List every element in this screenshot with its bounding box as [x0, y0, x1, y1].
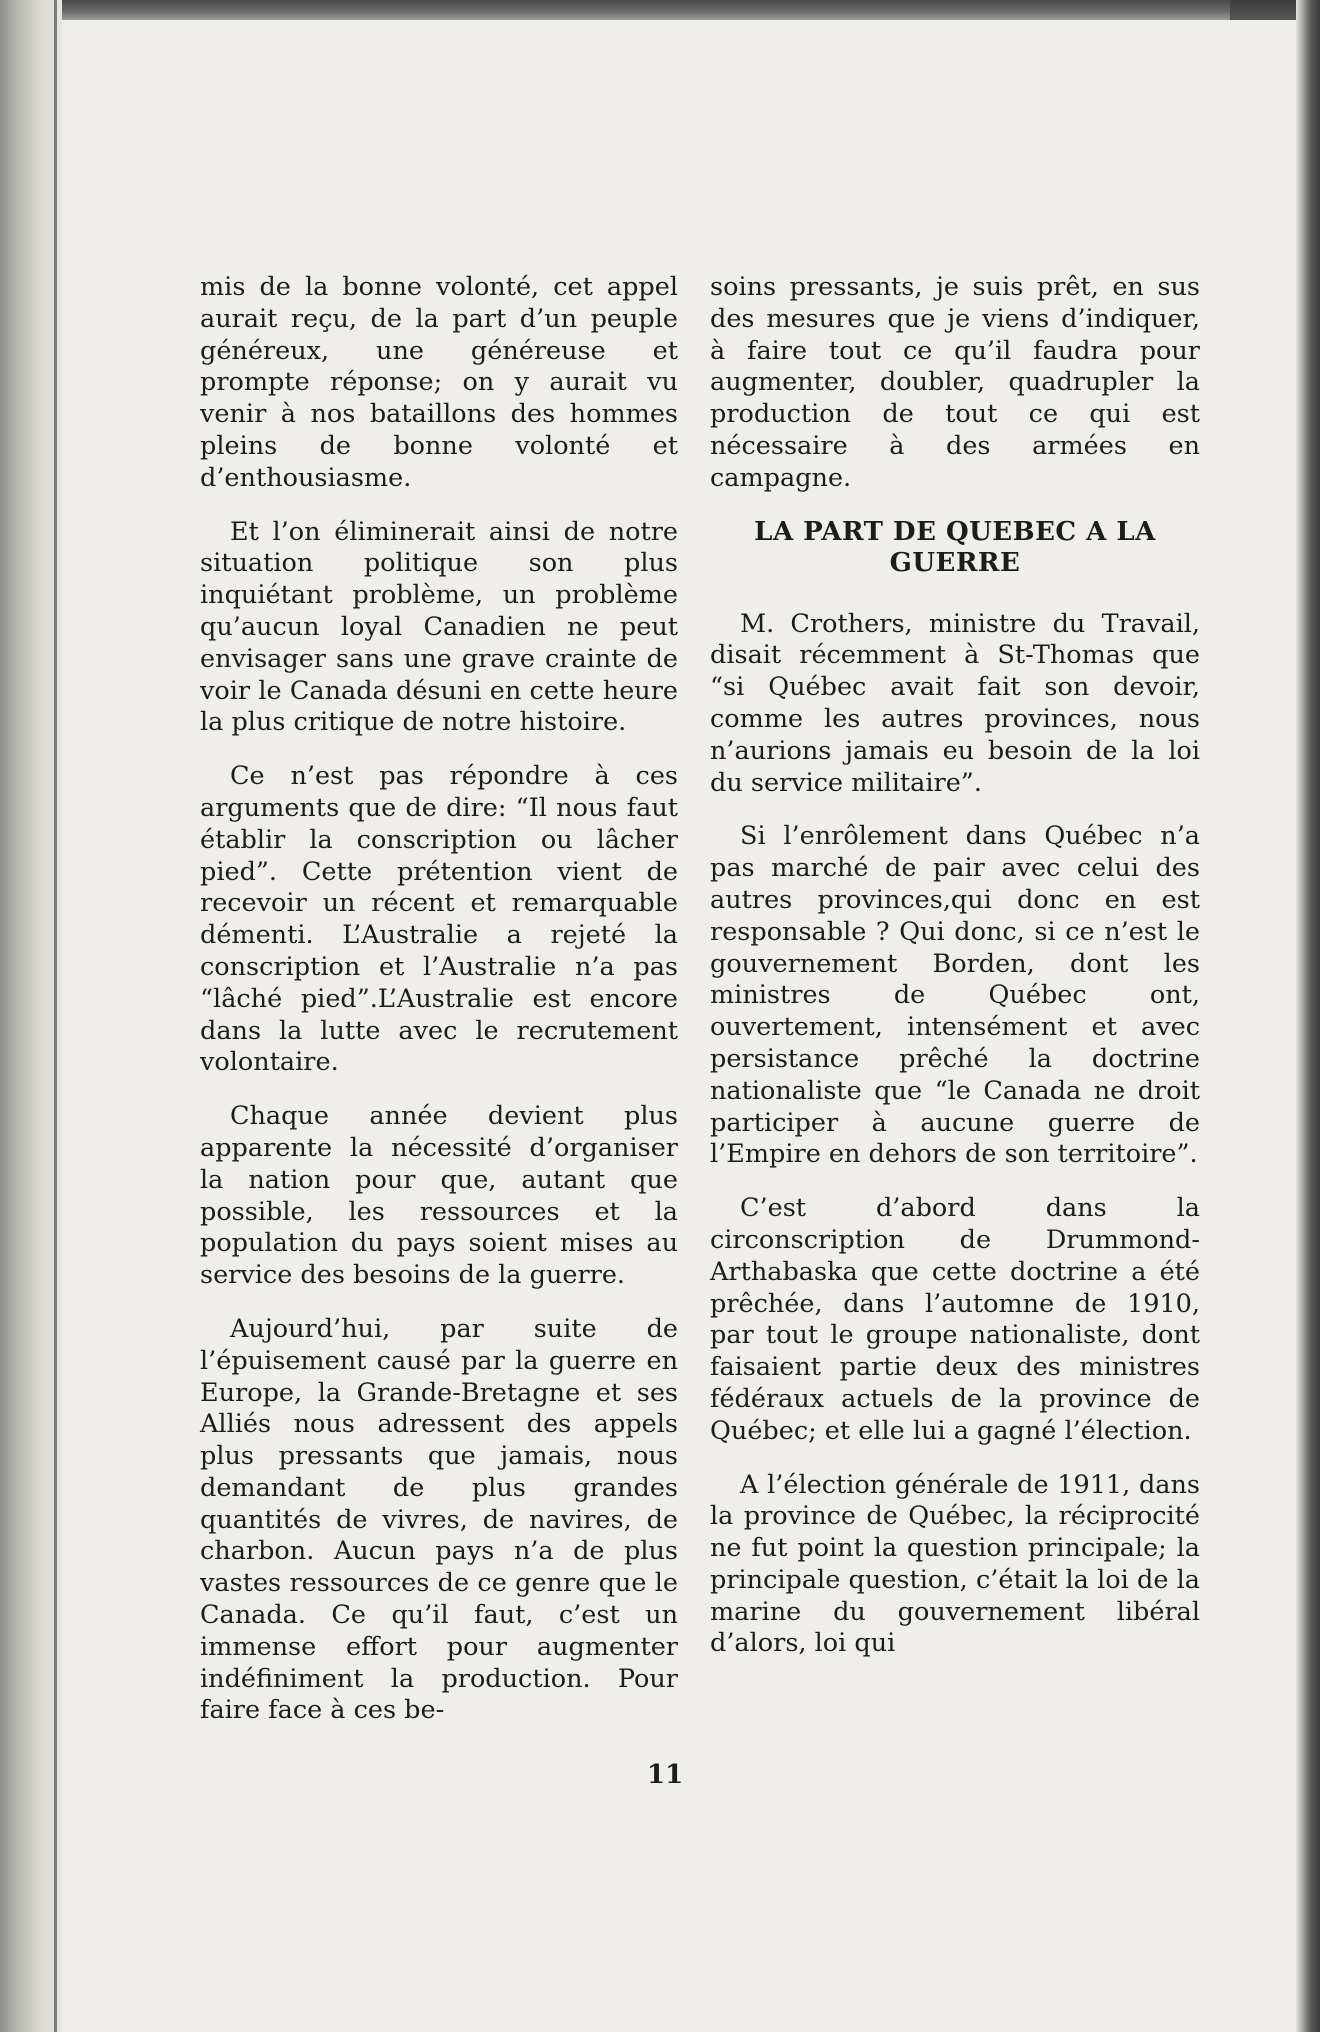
paragraph: Aujourd’hui, par suite de l’épuisement causé par la guerre en Europe, la Grande-Bretagne et ses Alliés nous adressent des appels plus pressants que jamais, nous demandant de plus grandes quantités de vivres, de navires, de charbon. Aucun pays n’a de plus vastes ressources de ce genre que le Canada. Ce qu’il faut, c’est un immense effort pour augmenter indéfiniment la production. Pour faire face à ces be-: [200, 1313, 678, 1726]
right-text-column: [710, 272, 1200, 1682]
paragraph: mis de la bonne volonté, cet appel aurait reçu, de la part d’un peuple généreux, une généreuse et prompte réponse; on y aurait vu venir à nos bataillons des hommes pleins de bonne volonté et d’enthousiasme.: [200, 272, 678, 493]
paragraph: A l’élection générale de 1911, dans la province de Québec, la réciprocité ne fut point la question principale; la principale question, c’était la loi de la marine du gouvernement libéral d’alors, loi qui: [710, 1469, 1200, 1659]
paragraph: C’est d’abord dans la circonscription de Drummond-Arthabaska que cette doctrine a été prêchée, dans l’automne de 1910, par tout le groupe nationaliste, dont faisaient partie deux des ministres fédéraux actuels de la province de Québec; et elle lui a gagné l’élection.: [710, 1193, 1200, 1446]
book-spine-edge: [0, 0, 62, 2032]
paragraph: Si l’enrôlement dans Québec n’a pas marché de pair avec celui des autres provinces,qui donc en est responsable ? Qui donc, si ce n’est le gouvernement Borden, dont les ministres de Québec ont, ouvertement, intensément et avec persistance prêché la doctrine nationaliste que “le Canada ne droit participer à aucune guerre de l’Empire en dehors de son territoire”.: [710, 821, 1200, 1170]
page-number: 11: [647, 1760, 684, 1790]
paragraph: Chaque année devient plus apparente la nécessité d’organiser la nation pour que, autant que possible, les ressources et la population du pays soient mises au service des besoins de la guerre.: [200, 1101, 678, 1291]
section-heading: LA PART DE QUEBEC A LA GUERRE: [754, 516, 1156, 578]
paragraph: soins pressants, je suis prêt, en sus des mesures que je viens d’indiquer, à faire tout ce qu’il faudra pour augmenter, doubler, quadrupler la production de tout ce qui est nécessaire à des armées en campagne.: [710, 272, 1200, 493]
spine-line: [54, 0, 57, 2032]
paragraph: M. Crothers, ministre du Travail, disait récemment à St-Thomas que “si Québec avait fait son devoir, comme les autres provinces, nous n’aurions jamais eu besoin de la loi du service militaire”.: [710, 608, 1200, 798]
scan-right-border: [1296, 0, 1320, 2032]
paragraph: Et l’on éliminerait ainsi de notre situation politique son plus inquiétant problème, un problème qu’aucun loyal Canadien ne peut envisager sans une grave crainte de voir le Canada désuni en cette heure la plus critique de notre histoire.: [200, 516, 678, 738]
left-text-column: [200, 272, 678, 1749]
paragraph: Ce n’est pas répondre à ces arguments que de dire: “Il nous faut établir la conscription ou lâcher pied”. Cette prétention vient de recevoir un récent et remarquable démenti. L’Australie a rejeté la conscription et l’Australie n’a pas “lâché pied”.L’Australie est encore dans la lutte avec le recrutement volontaire.: [200, 761, 678, 1078]
scan-top-border: [0, 0, 1320, 20]
